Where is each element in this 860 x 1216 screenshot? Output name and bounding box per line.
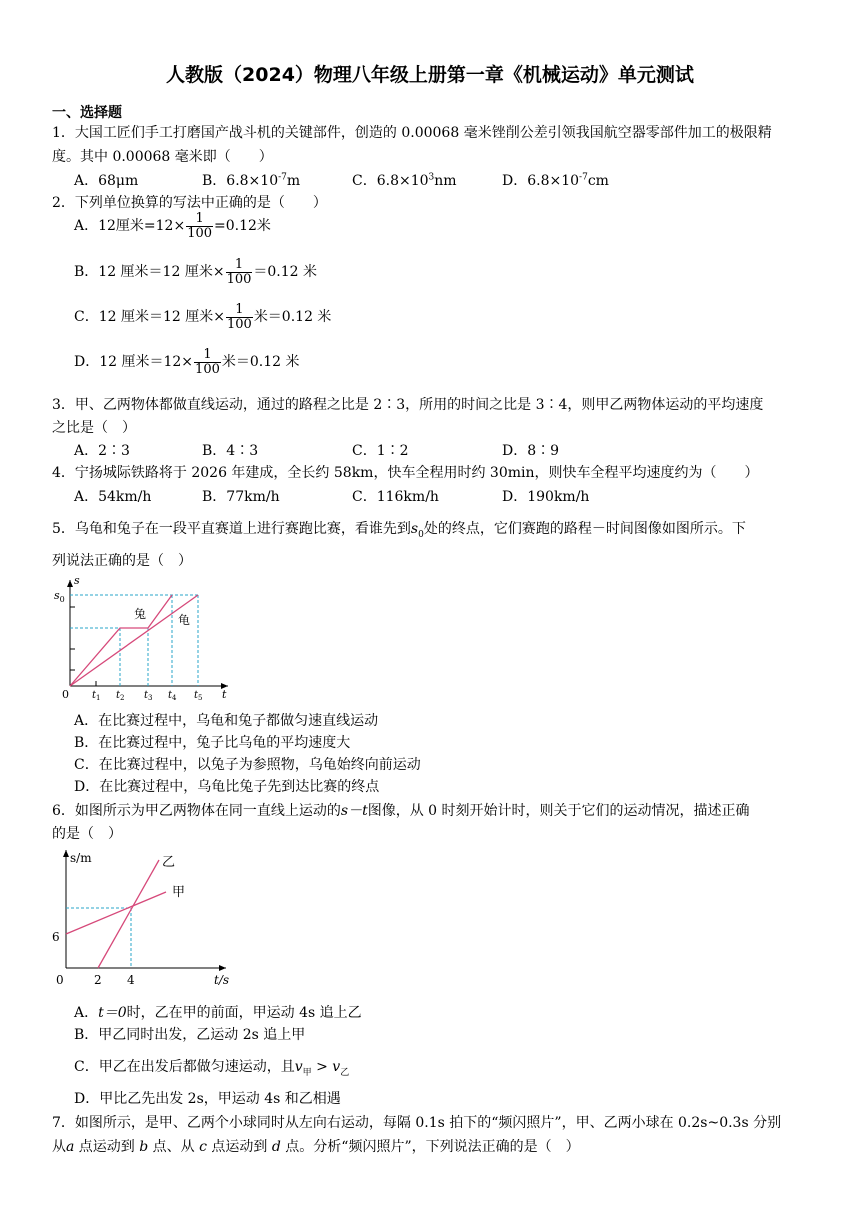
q6-option-a: A．t＝0时，乙在甲的前面，甲运动 4s 追上乙 — [74, 1005, 362, 1021]
yi-line — [98, 860, 159, 968]
section-heading: 一、选择题 — [52, 105, 122, 121]
q6-st-graph — [48, 846, 238, 992]
q2-option-d: D．12 厘米＝12× $\frac{1}{100}$ 米＝0.12 米 — [74, 347, 300, 377]
q6-option-b: B．甲乙同时出发，乙运动 2s 追上甲 — [74, 1027, 306, 1043]
q3-stem-line1: 3．甲、乙两物体都做直线运动，通过的路程之比是 2∶3，所用的时间之比是 3∶4，则甲乙两物体运动的平均速度 — [52, 397, 764, 413]
tick-label-6: 6 — [52, 930, 60, 944]
turtle-label: 龟 — [178, 613, 191, 627]
tick-label-2: 2 — [94, 973, 102, 987]
s0-label: $s_0$ — [54, 589, 65, 604]
q1-option-a: A．68μm — [74, 173, 139, 189]
q3-option-b: B．4∶3 — [202, 443, 259, 459]
tick-label-t1: $t_1$ — [92, 690, 101, 700]
q2-option-a: A．12厘米=12× $\frac{1}{100}$ =0.12米 — [74, 211, 271, 241]
q2-option-b: B．12 厘米＝12 厘米× $\frac{1}{100}$ ＝0.12 米 — [74, 257, 318, 287]
q3-stem-line2: 之比是（ ） — [52, 420, 136, 436]
q1-stem-line1: 1．大国工匠们手工打磨国产战斗机的关键部件，创造的 0.00068 毫米锉削公差引领我国航空器零部件加工的极限精 — [52, 125, 772, 141]
paper-title: 人教版（2024）物理八年级上册第一章《机械运动》单元测试 — [166, 64, 694, 86]
fraction: $\frac{1}{100}$ — [226, 302, 252, 332]
x-axis-label: t/s — [214, 973, 230, 987]
jia-line — [66, 892, 166, 934]
q5-option-a: A．在比赛过程中，乌龟和兔子都做匀速直线运动 — [74, 713, 379, 729]
q4-option-d: D．190km/h — [502, 489, 590, 505]
tick-label-t3: $t_3$ — [144, 690, 153, 700]
q3-option-a: A．2∶3 — [74, 443, 130, 459]
q2-stem: 2．下列单位换算的写法中正确的是（ ） — [52, 195, 327, 211]
origin-label: 0 — [62, 688, 69, 700]
fraction: $\frac{1}{100}$ — [187, 211, 213, 241]
rabbit-label: 兔 — [134, 607, 147, 621]
q1-option-d: D．$6.8\times 10^{-7}cm$ — [502, 172, 609, 189]
tick-label-t2: $t_2$ — [116, 690, 125, 700]
x-axis-label: t — [222, 688, 227, 700]
q1-option-c: C．$6.8\times 10^3nm$ — [352, 172, 457, 189]
x-axis-arrow — [219, 965, 226, 971]
q7-stem-line1: 7．如图所示，是甲、乙两个小球同时从左向右运动，每隔 0.1s 拍下的“频闪照片”，甲、乙两小球在 0.2s~0.3s 分别 — [52, 1115, 782, 1131]
origin-label: 0 — [56, 973, 64, 987]
tick-label-t4: $t_4$ — [168, 690, 177, 700]
y-axis-arrow — [63, 850, 69, 857]
q6-option-c: C．甲乙在出发后都做匀速运动，且$v_甲 > v_乙$ — [74, 1059, 350, 1078]
tick-label-t5: $t_5$ — [194, 690, 203, 700]
jia-label: 甲 — [172, 885, 186, 900]
q1-option-b: B．$6.8\times 10^{-7}m$ — [202, 172, 301, 189]
q6-stem-line2: 的是（ ） — [52, 826, 122, 842]
q5-stem-line2: 列说法正确的是（ ） — [52, 553, 192, 569]
q3-option-c: C．1∶2 — [352, 443, 409, 459]
rabbit-line — [70, 595, 172, 686]
q5-race-graph — [50, 574, 235, 700]
q4-option-b: B．77km/h — [202, 489, 280, 505]
q4-option-c: C．116km/h — [352, 489, 439, 505]
yi-label: 乙 — [162, 855, 176, 870]
q3-option-d: D．8∶9 — [502, 443, 560, 459]
y-axis-label: s — [74, 574, 80, 587]
q5-stem-line1: 5．乌龟和兔子在一段平直赛道上进行赛跑比赛，看谁先到$s_0$处的终点，它们赛跑的路程－时间图像如图所示。下 — [52, 521, 746, 540]
q5-option-c: C．在比赛过程中，以兔子为参照物，乌龟始终向前运动 — [74, 757, 421, 773]
q4-stem: 4．宁扬城际铁路将于 2026 年建成，全长约 58km，快车全程用时约 30min，则快车全程平均速度约为（ ） — [52, 465, 759, 481]
fraction: $\frac{1}{100}$ — [226, 257, 252, 287]
y-axis-arrow — [67, 580, 73, 587]
q1-stem-line2: 度。其中 0.00068 毫米即（ ） — [52, 149, 273, 165]
fraction: $\frac{1}{100}$ — [195, 347, 220, 377]
q2-option-c: C．12 厘米＝12 厘米× $\frac{1}{100}$ 米＝0.12 米 — [74, 302, 332, 332]
tick-label-4: 4 — [127, 973, 135, 987]
q5-option-d: D．在比赛过程中，乌龟比兔子先到达比赛的终点 — [74, 779, 380, 795]
q4-option-a: A．54km/h — [74, 489, 152, 505]
q6-stem-line1: 6．如图所示为甲乙两物体在同一直线上运动的s－t图像，从 0 时刻开始计时，则关于它们的运动情况，描述正确 — [52, 803, 750, 819]
y-axis-label: s/m — [70, 851, 92, 865]
q6-option-d: D．甲比乙先出发 2s，甲运动 4s 和乙相遇 — [74, 1091, 341, 1107]
q7-stem-line2: 从a 点运动到 b 点、从 c 点运动到 d 点。分析“频闪照片”，下列说法正确的是（ ） — [52, 1139, 580, 1155]
q5-option-b: B．在比赛过程中，兔子比乌龟的平均速度大 — [74, 735, 351, 751]
